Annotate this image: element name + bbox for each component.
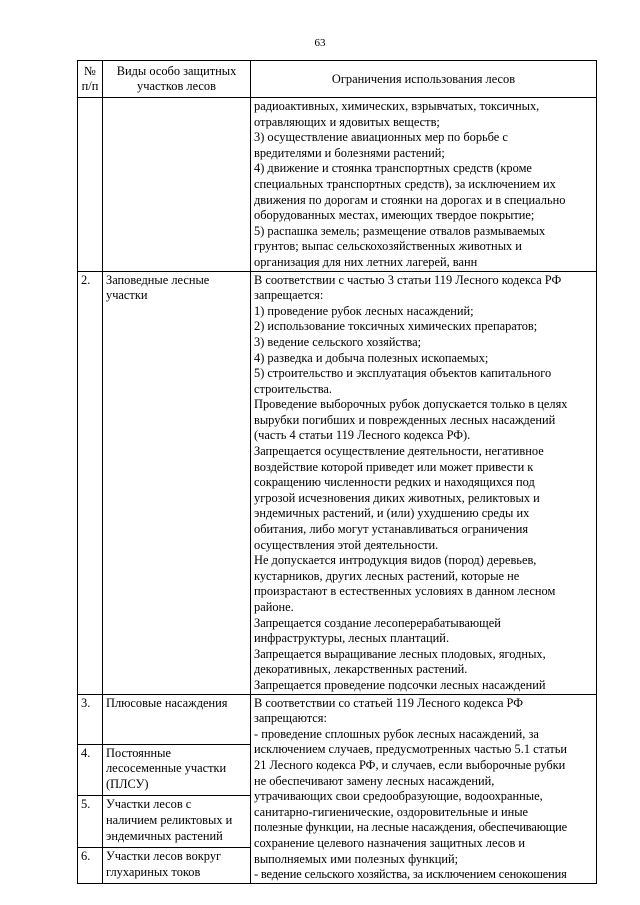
row-num: 4. (78, 744, 103, 796)
row-restrictions: В соответствии с частью 3 статьи 119 Лесного кодекса РФ запрещается: 1) проведение рубок лесных насаждений; 2) использование токсичных химических препаратов; 3) ведение сельского хозяйства; 4) разведка и добыча полезных ископаемых; 5) строительство и эксплуатация объектов капитального строительства. Проведение выборочных рубок допускается только в целях вырубки погибших и поврежденных лесных насаждений (часть 4 статьи 119 Лесного кодекса РФ). Запрещается осуществление деятельности, негативное воздействие которой приведет или может привести к сокращению численности редких и находящихся под угрозой исчезновения диких животных, реликтовых и эндемичных растений, и (или) ухудшению среды их обитания, либо могут устанавливаться ограничения осуществления этой деятельности. Не допускается интродукция видов (пород) деревьев, кустарников, других лесных растений, которые не произрастают в естественных условиях в данном лесном районе. Запрещается создание лесоперерабатывающей инфраструктуры, лесных плантаций. Запрещается выращивание лесных плодовых, ягодных, декоративных, лекарственных растений. Запрещается проведение подсочки лесных насаждений (251, 271, 597, 694)
row-type: Участки лесов вокруг глухариных токов (103, 848, 251, 883)
row-num: 5. (78, 796, 103, 848)
header-num: № п/п (78, 61, 103, 98)
table-row (78, 271, 597, 694)
row-type: Участки лесов с наличием реликтовых и эндемичных растений (103, 796, 251, 848)
row-type (103, 98, 251, 272)
row-restrictions: В соответствии со статьей 119 Лесного кодекса РФ запрещаются: - проведение сплошных рубок лесных насаждений, за исключением случаев, предусмотренных частью 5.1 статьи 21 Лесного кодекса РФ, и случаев, если выборочные рубки не обеспечивают замену лесных насаждений, утрачивающих свои средообразующие, водоохранные, санитарно-гигиенические, оздоровительные и иные полезные функции, на лесные насаждения, обеспечивающие сохранение целевого назначения защитных лесов и выполняемых ими полезных функций; - ведение сельского хозяйства, за исключением сенокошения (251, 694, 597, 883)
header-restrictions: Ограничения использования лесов (251, 61, 597, 98)
row-type: Плюсовые насаждения (103, 694, 251, 744)
table-row (78, 694, 597, 744)
table-header-row (78, 61, 597, 98)
table-row (78, 98, 597, 272)
row-restrictions: радиоактивных, химических, взрывчатых, токсичных, отравляющих и ядовитых веществ; 3) осуществление авиационных мер по борьбе с вредителями и болезнями растений; 4) движение и стоянка транспортных средств (кроме специальных транспортных средств), за исключением их движения по дорогам и стоянки на дорогах и в специально оборудованных местах, имеющих твердое покрытие; 5) распашка земель; размещение отвалов размываемых грунтов; выпас сельскохозяйственных животных и организация для них летних лагерей, ванн (251, 98, 597, 272)
header-type: Виды особо защитных участков лесов (103, 61, 251, 98)
row-num (78, 98, 103, 272)
row-num: 6. (78, 848, 103, 883)
page-number: 63 (314, 37, 326, 49)
row-type: Заповедные лесные участки (103, 271, 251, 694)
row-type: Постоянные лесосеменные участки (ПЛСУ) (103, 744, 251, 796)
forest-restrictions-table (77, 60, 597, 884)
row-num: 3. (78, 694, 103, 744)
row-num: 2. (78, 271, 103, 694)
